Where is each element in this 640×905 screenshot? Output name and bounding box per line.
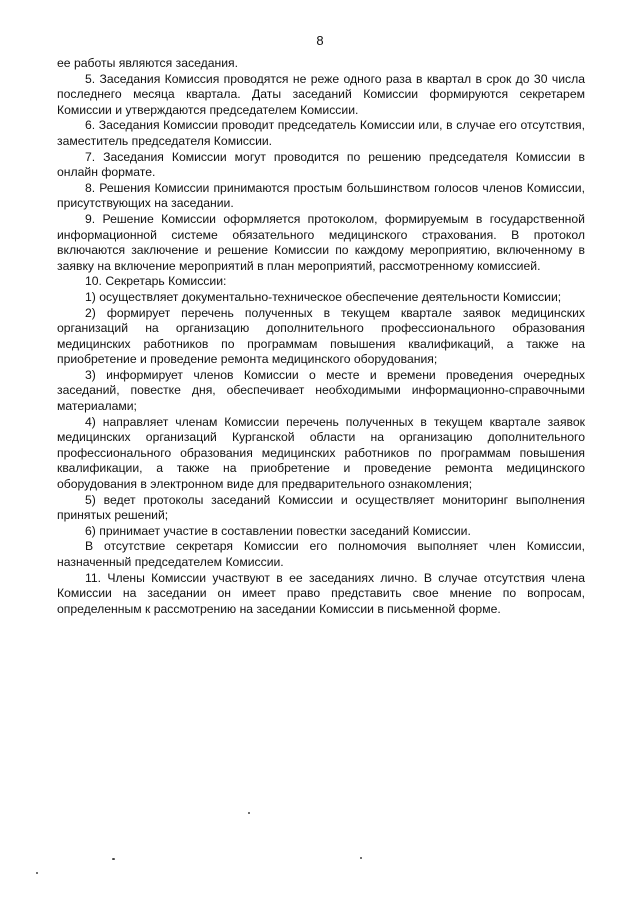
paragraph-5: 5. Заседания Комиссия проводятся не реже одного раза в квартал в срок до 30 числа последнего месяца квартала. Даты заседаний Комиссии формируются секретарем Комиссии и утверждаются председателем Комиссии.: [57, 71, 585, 117]
paragraph-11: 11. Члены Комиссии участвуют в ее заседаниях лично. В случае отсутствия члена Комиссии на заседании он имеет право представить свое мнение по вопросам, определенным к рассмотрению на заседании Комиссии в письменной форме.: [57, 570, 585, 616]
list-item-2: 2) формирует перечень полученных в текущем квартале заявок медицинских организаций на организацию дополнительного профессионального образования медицинских работников по программам повышения квалификаций, а также на приобретение и проведение ремонта медицинского оборудования;: [57, 305, 585, 367]
list-item-5: 5) ведет протоколы заседаний Комиссии и осуществляет мониторинг выполнения принятых решений;: [57, 492, 585, 523]
scan-speck: [360, 857, 362, 859]
scan-speck: [36, 872, 38, 874]
paragraph-secretary-absence: В отсутствие секретаря Комиссии его полномочия выполняет член Комиссии, назначенный председателем Комиссии.: [57, 539, 585, 569]
paragraph-7: 7. Заседания Комиссии могут проводится по решению председателя Комиссии в онлайн формате.: [57, 149, 585, 180]
paragraph-continuation: ее работы являются заседания.: [57, 56, 239, 70]
document-body: [57, 56, 585, 617]
list-item-4: 4) направляет членам Комиссии перечень полученных в текущем квартале заявок медицинских организаций Курганской области на организацию дополнительного профессионального образования медицинских работников по программам повышения квалификации, а также на приобретение и проведение ремонта медицинского оборудования в электронном виде для предварительного ознакомления;: [57, 414, 585, 492]
page-number: 8: [316, 33, 324, 48]
list-item-3: 3) информирует членов Комиссии о месте и времени проведения очередных заседаний, повестке дня, обеспечивает необходимыми информационно-справочными материалами;: [57, 367, 585, 414]
paragraph-6: 6. Заседания Комиссии проводит председатель Комиссии или, в случае его отсутствия, заместитель председателя Комиссии.: [57, 118, 585, 148]
list-item-1: 1) осуществляет документально-техническое обеспечение деятельности Комиссии;: [85, 289, 562, 304]
scan-speck: [248, 812, 250, 814]
scan-speck: [112, 858, 115, 860]
paragraph-8: 8. Решения Комиссии принимаются простым большинством голосов членов Комиссии, присутствующих на заседании.: [57, 180, 585, 211]
paragraph-9: 9. Решение Комиссии оформляется протоколом, формируемым в государственной информационной системе обязательного медицинского страхования. В протокол включаются заключение и решение Комиссии по каждому мероприятию, включенному в заявку на включение мероприятий в план мероприятий, рассмотренному комиссией.: [57, 211, 585, 273]
list-item-6: 6) принимает участие в составлении повестки заседаний Комиссии.: [85, 523, 471, 538]
paragraph-10: 10. Секретарь Комиссии:: [85, 274, 227, 289]
